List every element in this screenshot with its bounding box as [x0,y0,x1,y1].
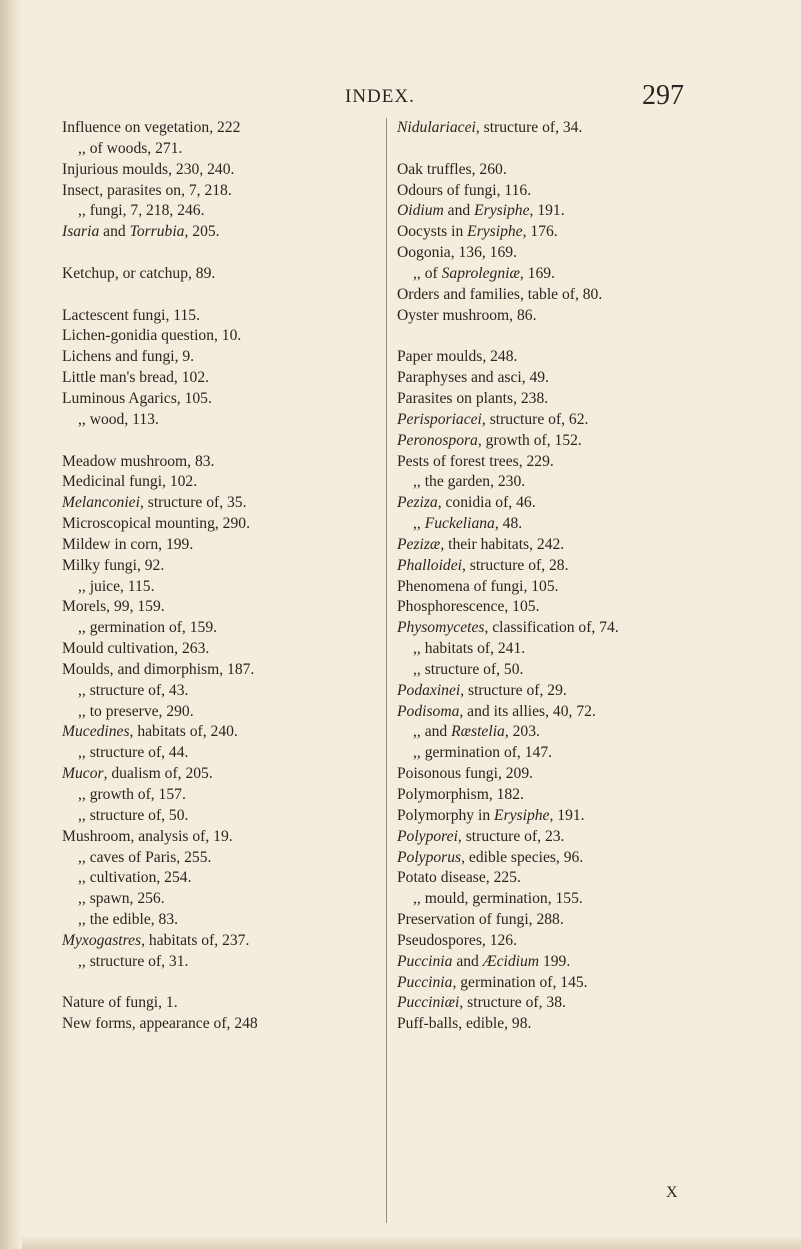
index-entry-text: Lichens and fungi, 9. [62,348,195,366]
index-entry-italic-term: Fuckeliana [424,515,495,533]
index-entry [62,639,392,660]
index-entry [397,431,772,452]
index-entry-text: ,, habitats of, 241. [413,640,526,658]
index-column-left [62,118,392,1035]
index-entry [397,347,772,368]
index-entry-italic-term: Pezizæ [397,535,441,553]
index-entry [397,201,772,222]
index-entry-text: ,, growth of, 157. [78,786,186,803]
index-entry [62,889,392,910]
index-entry-text: Ketchup, or catchup, 89. [62,264,216,282]
index-entry-text: , edible species, 96. [461,848,584,866]
index-entry [62,702,392,723]
index-entry-text: Oak truffles, 260. [397,160,507,178]
index-entry-text: Insect, parasites on, 7, 218. [62,181,232,199]
index-entry [397,868,772,889]
index-entry-text: , structure of, 35. [139,494,247,512]
index-entry [62,868,392,889]
index-entry-text: Parasites on plants, 238. [397,389,549,407]
index-entry-text: Moulds, and dimorphism, 187. [62,660,255,678]
index-entry [397,722,772,743]
index-entry-text: , structure of, 23. [457,827,565,845]
index-entry-text: ,, cultivation, 254. [78,869,192,887]
index-entry-italic-term: Erysiphe [467,223,523,241]
index-entry [62,597,392,618]
index-entry [62,993,392,1014]
index-entry-italic-term: Pucciniæi [397,994,460,1012]
index-entry-text: , habitats of, 240. [129,723,238,741]
index-entry-text: Polymorphy in [397,806,495,824]
index-entry-text: Little man's bread, 102. [62,369,210,387]
index-entry-text: Phosphorescence, 105. [397,598,540,616]
index-entry-text: , conidia of, 46. [437,494,536,512]
index-entry [62,848,392,869]
index-entry-text: Paper moulds, 248. [397,348,518,366]
index-entry [62,222,392,243]
index-entry [62,535,392,556]
index-entry [397,181,772,202]
index-entry [62,827,392,848]
index-gap [62,431,392,452]
index-entry-italic-term: Erysiphe [494,806,550,824]
index-entry-text: ,, germination of, 147. [413,744,553,762]
index-entry-text: ,, and [413,723,452,741]
index-entry-italic-term: Puccinia [397,952,453,970]
index-entry-text: , structure of, 38. [459,994,566,1012]
index-entry-text: ,, the edible, 83. [78,911,179,929]
index-entry-italic-term: Isaria [62,223,100,241]
index-entry [62,452,392,473]
index-entry-text: , germination of, 145. [452,973,588,991]
index-entry [397,389,772,410]
index-gap [62,243,392,264]
index-entry [62,952,392,973]
index-entry [62,618,392,639]
index-entry-text: ,, spawn, 256. [78,890,165,908]
index-entry-italic-term: Mucedines [62,723,130,741]
index-entry-italic-term: Puccinia [397,973,453,991]
index-entry-text: Luminous Agarics, 105. [62,389,212,407]
index-entry [62,764,392,785]
index-gap [62,973,392,994]
index-entry-text: ,, structure of, 50. [413,660,524,678]
index-entry [397,993,772,1014]
index-entry [397,160,772,181]
index-entry [397,889,772,910]
index-entry [397,493,772,514]
index-entry [62,118,392,139]
index-entry-text: Mildew in corn, 199. [62,535,194,553]
page-header-title: INDEX. [345,86,415,107]
index-gap [62,285,392,306]
index-entry [397,764,772,785]
index-entry [397,910,772,931]
index-entry [397,306,772,327]
index-entry-text: , 203. [504,723,540,741]
index-entry [62,326,392,347]
index-entry-italic-term: Oidium [397,202,444,220]
index-entry-italic-term: Nidulariacei [397,119,476,136]
index-entry-text: , structure of, 29. [460,681,567,699]
index-entry [397,222,772,243]
index-entry [397,681,772,702]
index-entry-text: ,, fungi, 7, 218, 246. [78,202,205,220]
index-entry [397,806,772,827]
index-entry-text: Poisonous fungi, 209. [397,765,534,783]
index-entry-text: , 191. [549,806,585,824]
index-entry-text: Mushroom, analysis of, 19. [62,827,233,845]
index-entry [62,160,392,181]
page-edge-shadow [0,0,22,1249]
index-entry [397,452,772,473]
index-entry-text: , structure of, 28. [461,556,569,574]
index-entry-text: ,, juice, 115. [78,577,155,595]
index-entry-text: , structure of, 62. [481,410,589,428]
index-entry-italic-term: Ræstelia [451,723,505,741]
index-entry-text: Oyster mushroom, 86. [397,306,537,324]
page-bottom-shadow [22,1235,801,1249]
index-entry [397,556,772,577]
index-entry-text: , and its allies, 40, 72. [459,702,596,720]
index-entry-text: Preservation of fungi, 288. [397,911,564,929]
index-entry [62,722,392,743]
index-entry-text: ,, germination of, 159. [78,619,218,637]
index-entry-italic-term: Phalloidei [397,556,462,574]
index-entry-text: , classification of, 74. [484,619,619,637]
index-entry [62,410,392,431]
index-entry-text: Orders and families, table of, 80. [397,285,603,303]
index-entry-text: and [443,202,475,220]
index-entry-text: Mould cultivation, 263. [62,640,210,658]
index-entry [62,306,392,327]
index-entry-italic-term: Polyporei [397,827,458,845]
index-entry-text: Pests of forest trees, 229. [397,452,554,470]
index-entry [62,264,392,285]
index-entry-italic-term: Myxogastres [62,931,142,949]
index-entry-italic-term: Podisoma [397,702,460,720]
index-entry [397,931,772,952]
index-entry [397,577,772,598]
signature-mark: X [666,1184,678,1201]
index-entry [62,139,392,160]
index-entry-text: , 169. [519,264,555,282]
index-entry-text: and [99,223,130,241]
index-gap [397,326,772,347]
index-entry [62,1014,392,1035]
index-entry-text: , 176. [522,223,558,241]
index-entry-text: Microscopical mounting, 290. [62,515,250,533]
index-entry [397,118,772,139]
index-entry-text: Odours of fungi, 116. [397,181,532,199]
index-entry [397,285,772,306]
index-entry [397,535,772,556]
index-entry-text: and [452,952,483,970]
index-entry [62,681,392,702]
index-entry-text: Oogonia, 136, 169. [397,244,517,262]
index-entry-text: New forms, appearance of, 248 [62,1015,258,1033]
index-entry [62,910,392,931]
index-entry-text: , structure of, 34. [475,119,583,136]
index-entry-text: Oocysts in [397,223,468,241]
index-entry-text: 199. [539,952,571,970]
index-gap [397,139,772,160]
index-entry-text: Milky fungi, 92. [62,556,165,574]
index-entry-italic-term: Saprolegniæ [441,264,520,282]
index-entry-italic-term: Physomycetes [397,619,485,637]
index-entry-text: ,, to preserve, 290. [78,702,194,720]
index-entry-text: ,, structure of, 43. [78,681,189,699]
index-entry [397,243,772,264]
index-entry [62,785,392,806]
index-entry [397,264,772,285]
index-entry-text: Puff-balls, edible, 98. [397,1015,532,1033]
index-entry-text: , 48. [494,515,523,533]
index-entry [62,389,392,410]
index-entry-italic-term: Mucor [62,765,104,783]
index-entry [397,472,772,493]
index-entry-text: ,, [413,515,425,533]
index-entry-text: ,, of woods, 271. [78,139,183,157]
index-entry [62,556,392,577]
index-entry-text: Influence on vegetation, 222 [62,119,241,136]
column-divider [386,118,387,1223]
index-entry [62,181,392,202]
index-entry [62,806,392,827]
index-entry [397,743,772,764]
index-entry-text: , their habitats, 242. [440,535,565,553]
index-entry-italic-term: Polyporus [397,848,462,866]
index-entry [397,639,772,660]
index-entry [62,931,392,952]
index-entry [397,827,772,848]
index-entry-text: , dualism of, 205. [103,765,213,783]
index-entry-italic-term: Erysiphe [474,202,530,220]
index-entry-italic-term: Melanconiei [62,494,140,512]
index-entry-italic-term: Peronospora [397,431,478,449]
index-entry [62,201,392,222]
index-entry-text: Pseudospores, 126. [397,931,517,949]
index-entry-text: Nature of fungi, 1. [62,994,178,1012]
index-entry [62,514,392,535]
index-entry [397,973,772,994]
index-entry [397,660,772,681]
index-entry [62,493,392,514]
page-number: 297 [642,80,684,111]
index-entry-text: Polymorphism, 182. [397,786,524,803]
index-entry-text: ,, structure of, 44. [78,744,189,762]
index-entry-italic-term: Perisporiacei [397,410,482,428]
index-entry [397,952,772,973]
index-entry [62,347,392,368]
index-entry-text: ,, the garden, 230. [413,473,526,491]
index-entry-text: ,, structure of, 31. [78,952,189,970]
index-entry-italic-term: Podaxinei [397,681,461,699]
index-entry [397,597,772,618]
index-entry-text: Injurious moulds, 230, 240. [62,160,235,178]
index-entry [397,410,772,431]
index-entry-text: Medicinal fungi, 102. [62,473,198,491]
index-entry [62,743,392,764]
index-entry-text: Phenomena of fungi, 105. [397,577,559,595]
index-entry [62,472,392,493]
index-entry-text: Meadow mushroom, 83. [62,452,215,470]
index-entry [397,1014,772,1035]
index-entry-text: Lichen-gonidia question, 10. [62,327,242,345]
index-entry-text: , growth of, 152. [477,431,582,449]
index-entry-text: ,, wood, 113. [78,410,159,428]
index-entry-text: ,, of [413,264,442,282]
index-entry-text: Paraphyses and asci, 49. [397,369,550,387]
index-entry [397,368,772,389]
index-entry-text: Lactescent fungi, 115. [62,306,200,324]
index-entry-text: Potato disease, 225. [397,869,521,887]
index-entry-text: , habitats of, 237. [141,931,250,949]
index-entry [397,702,772,723]
index-entry-text: , 191. [529,202,565,220]
index-entry-italic-term: Torrubia [129,223,185,241]
index-entry-text: ,, mould, germination, 155. [413,890,583,908]
index-entry [397,785,772,806]
index-entry [62,577,392,598]
index-entry-text: ,, caves of Paris, 255. [78,848,212,866]
index-entry [62,368,392,389]
index-entry [397,848,772,869]
index-column-right [397,118,772,1035]
index-entry-text: , 205. [184,223,220,241]
index-entry-text: Morels, 99, 159. [62,598,165,616]
index-entry [397,514,772,535]
index-entry-italic-term: Æcidium [482,952,540,970]
index-entry-italic-term: Peziza [397,494,438,512]
index-entry-text: ,, structure of, 50. [78,806,189,824]
index-entry [397,618,772,639]
index-entry [62,660,392,681]
